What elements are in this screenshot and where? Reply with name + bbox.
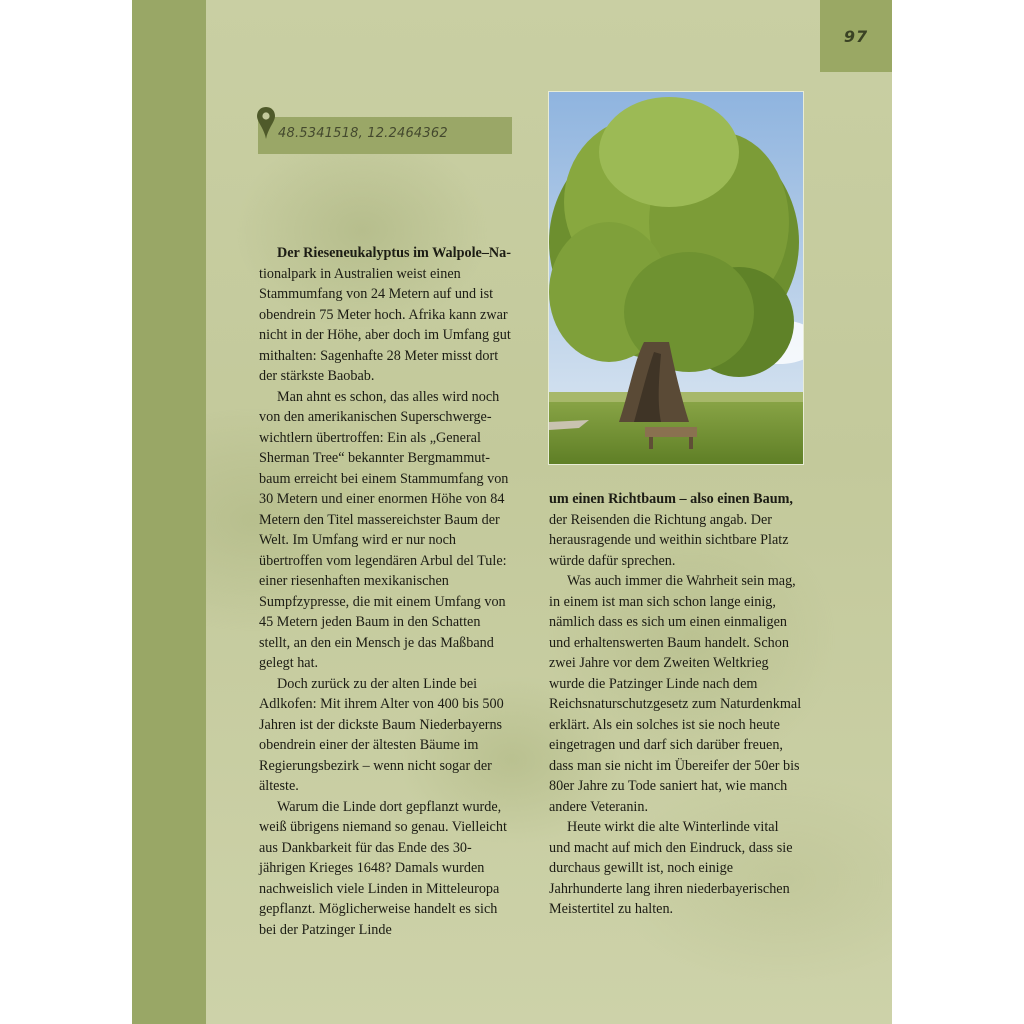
paragraph: Warum die Linde dort gepflanzt wurde, weiß übrigens niemand so genau. Vielleicht aus Dankbarkeit für das Ende des 30-jährigen Krieges 1648? Damals wurden nachweislich viele Linden in Mitteleuropa gepflanzt. Möglicherweise handelt es sich bei der Patzinger Linde <box>259 798 507 938</box>
continuation-bold: um einen Richtbaum – also einen Baum, <box>549 491 793 507</box>
paragraph-text: der Reisenden die Richtung angab. Der herausragende und weithin sichtbare Platz würde dafür sprechen. <box>549 511 789 569</box>
paragraph-text: tionalpark in Australien weist einen Stammumfang von 24 Metern auf und ist obendrein 75 Meter hoch. Afrika kann zwar nicht in der Höhe, aber doch im Umfang gut mithalten: Sagenhafte 28 Meter misst dort der stärkste Baobab. <box>259 265 511 384</box>
text-column-right <box>549 489 802 920</box>
paragraph <box>549 489 802 571</box>
lead-in-bold: Der Rieseneukalyptus im Walpole–Na- <box>277 245 511 261</box>
paragraph: Heute wirkt die alte Winterlinde vital und macht auf mich den Eindruck, dass sie durchaus gewillt ist, noch einige Jahrhunderte lang ihren niederbayerischen Meistertitel zu halten. <box>549 819 793 917</box>
text-column-left <box>259 243 511 940</box>
location-pin-icon <box>255 106 277 140</box>
left-color-band <box>132 0 206 1024</box>
paragraph: Man ahnt es schon, das alles wird noch von den amerikanischen Superschwergewichtlern übertroffen: Ein als „General Sherman Tree“ bekannter Bergmammutbaum erreicht bei einem Stammumfang von 30 Metern und einer enormen Höhe von 84 Metern den Titel massereichster Baum der Welt. Im Umfang wird er nur noch übertroffen vom legendären Arbul del Tule: einer riesenhaften mexikanischen Sumpfzypresse, die mit einem Umfang von 45 Metern jeden Baum in den Schatten stellt, an den ein Mensch je das Maßband gelegt hat. <box>259 388 509 671</box>
page-number: 97 <box>843 26 869 46</box>
page-number-box <box>820 0 892 72</box>
linden-tree-photo <box>548 91 804 465</box>
paragraph: Doch zurück zu der alten Linde bei Adlkofen: Mit ihrem Alter von 400 bis 500 Jahren ist der dickste Baum Niederbayerns obendrein einer der ältesten Bäume im Regierungsbezirk – wenn nicht sogar der älteste. <box>259 675 504 794</box>
book-page <box>132 0 892 1024</box>
paragraph <box>259 243 511 387</box>
gps-coordinates: 48.5341518, 12.2464362 <box>278 126 448 141</box>
paragraph: Was auch immer die Wahrheit sein mag, in einem ist man sich schon lange einig, nämlich dass es sich um einen einmaligen und erhaltenswerten Baum handelt. Schon zwei Jahre vor dem Zweiten Weltkrieg wurde die Patzinger Linde nach dem Reichsnaturschutzgesetz zum Naturdenkmal erklärt. Als ein solches ist sie noch heute eingetragen und darf sich darüber freuen, dass man sie nicht im Übereifer der 50er bis 80er Jahre zu Tode saniert hat, wie manch andere Veteranin. <box>549 573 802 815</box>
